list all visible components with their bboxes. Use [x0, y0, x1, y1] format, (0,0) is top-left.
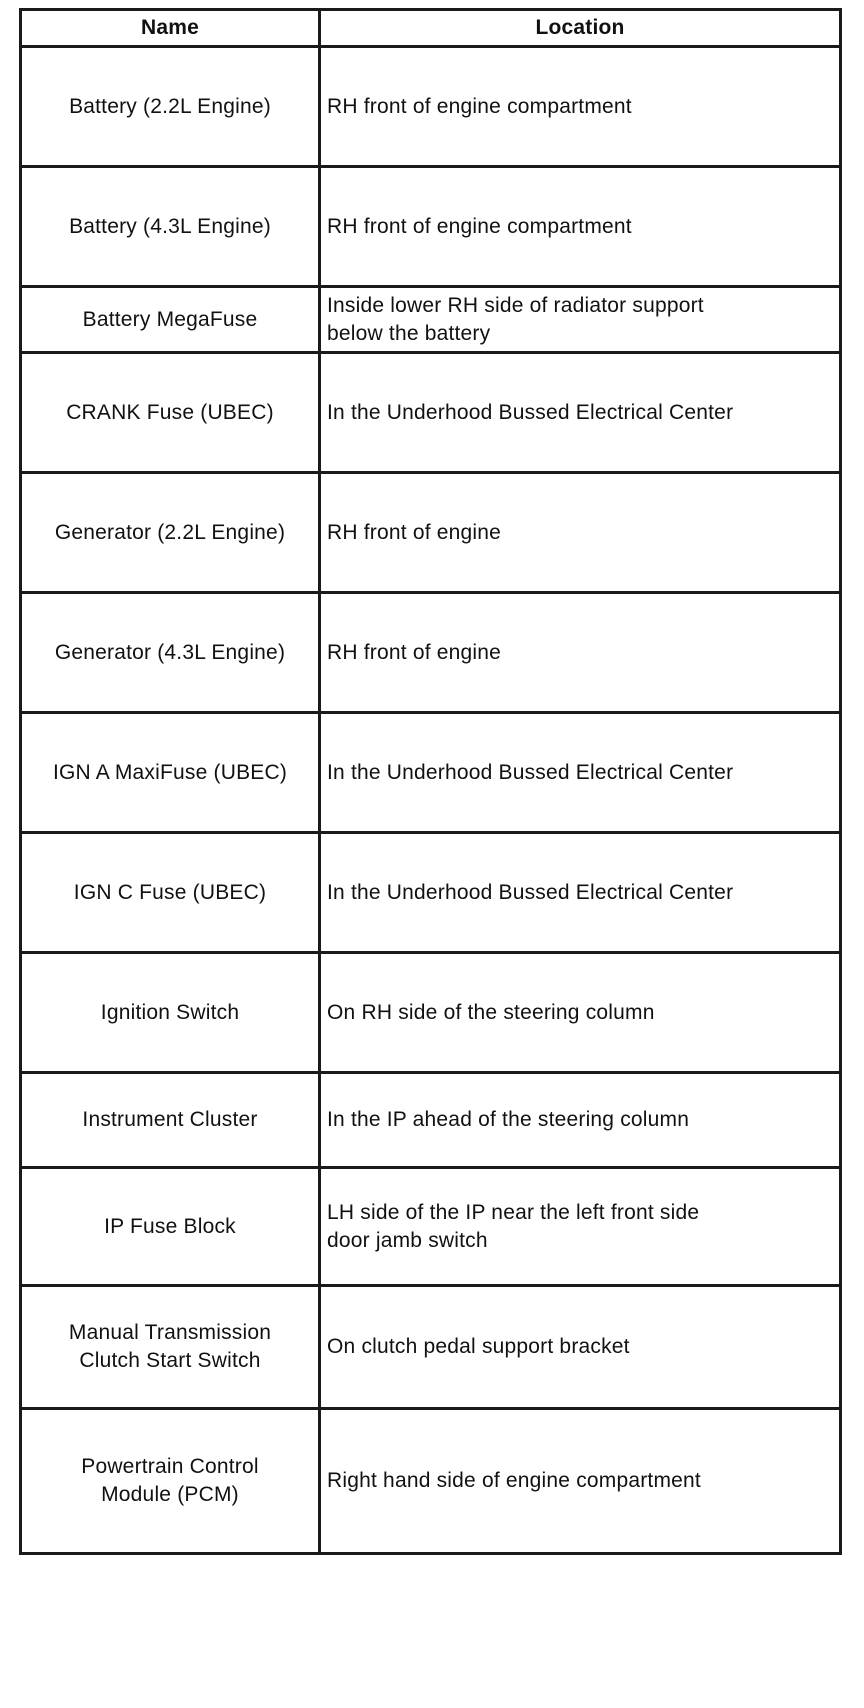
table-row — [21, 167, 841, 287]
component-location-cell — [320, 167, 841, 287]
component-name-cell — [21, 1168, 320, 1286]
component-name-cell — [21, 833, 320, 953]
component-location-line: RH front of engine compartment — [327, 94, 632, 118]
component-name-line: Powertrain Control — [81, 1455, 259, 1478]
table-row — [21, 1409, 841, 1554]
component-name-line: Battery MegaFuse — [82, 307, 258, 331]
table-header-row — [21, 10, 841, 47]
component-location-cell — [320, 713, 841, 833]
component-location-cell — [320, 593, 841, 713]
component-location-line: RH front of engine compartment — [327, 214, 632, 238]
component-location-line: below the battery — [327, 321, 491, 345]
component-name-line: Manual Transmission — [68, 1321, 272, 1344]
component-location-cell — [320, 47, 841, 167]
component-name-cell — [21, 1286, 320, 1409]
component-location-cell — [320, 1409, 841, 1554]
component-name-line: IGN C Fuse (UBEC) — [73, 880, 267, 904]
component-name-cell — [21, 287, 320, 353]
column-header-location: Location — [320, 10, 841, 47]
component-name-line: Generator (2.2L Engine) — [54, 520, 286, 544]
table-row — [21, 473, 841, 593]
component-name-cell — [21, 1409, 320, 1554]
component-location-table — [19, 8, 842, 1555]
component-name-line: Ignition Switch — [100, 1000, 240, 1024]
component-name-cell — [21, 953, 320, 1073]
component-name-cell — [21, 593, 320, 713]
table-row — [21, 953, 841, 1073]
component-name-cell — [21, 473, 320, 593]
component-location-line: In the Underhood Bussed Electrical Center — [327, 880, 734, 904]
component-location-line: door jamb switch — [327, 1228, 488, 1252]
table-row — [21, 1073, 841, 1168]
component-name-line: Generator (4.3L Engine) — [54, 640, 286, 664]
component-location-cell — [320, 353, 841, 473]
table-row — [21, 833, 841, 953]
component-location-line: In the Underhood Bussed Electrical Center — [327, 760, 734, 784]
component-location-line: RH front of engine — [327, 520, 502, 544]
table-row — [21, 713, 841, 833]
table-row — [21, 593, 841, 713]
component-location-line: On RH side of the steering column — [327, 1000, 655, 1024]
component-name-cell — [21, 47, 320, 167]
component-name-line: Battery (2.2L Engine) — [69, 94, 271, 118]
component-name-cell — [21, 167, 320, 287]
component-location-line: RH front of engine — [327, 640, 502, 664]
component-name-line: IGN A MaxiFuse (UBEC) — [52, 760, 288, 784]
component-name-line: Module (PCM) — [101, 1483, 239, 1506]
component-name-cell — [21, 353, 320, 473]
table-row — [21, 47, 841, 167]
component-location-cell — [320, 833, 841, 953]
component-name-line: CRANK Fuse (UBEC) — [66, 400, 274, 424]
component-name-line: Clutch Start Switch — [79, 1349, 261, 1372]
table-row — [21, 1168, 841, 1286]
component-name-cell — [21, 713, 320, 833]
component-location-cell — [320, 473, 841, 593]
component-location-cell — [320, 953, 841, 1073]
component-name-line: Instrument Cluster — [82, 1108, 258, 1131]
component-location-line: In the Underhood Bussed Electrical Center — [327, 400, 734, 424]
column-header-name: Name — [21, 10, 320, 47]
component-location-line: Right hand side of engine compartment — [327, 1469, 701, 1492]
component-location-line: On clutch pedal support bracket — [327, 1335, 630, 1358]
component-location-cell — [320, 1286, 841, 1409]
component-location-cell — [320, 287, 841, 353]
table-row — [21, 1286, 841, 1409]
component-name-line: Battery (4.3L Engine) — [69, 214, 271, 238]
component-name-line: IP Fuse Block — [104, 1214, 236, 1238]
component-location-line: In the IP ahead of the steering column — [327, 1108, 690, 1131]
component-location-cell — [320, 1073, 841, 1168]
table-row — [21, 353, 841, 473]
component-name-cell — [21, 1073, 320, 1168]
component-location-line: LH side of the IP near the left front side — [327, 1200, 700, 1224]
component-location-line: Inside lower RH side of radiator support — [327, 293, 704, 317]
component-location-cell — [320, 1168, 841, 1286]
table-row — [21, 287, 841, 353]
table-body — [21, 47, 841, 1554]
